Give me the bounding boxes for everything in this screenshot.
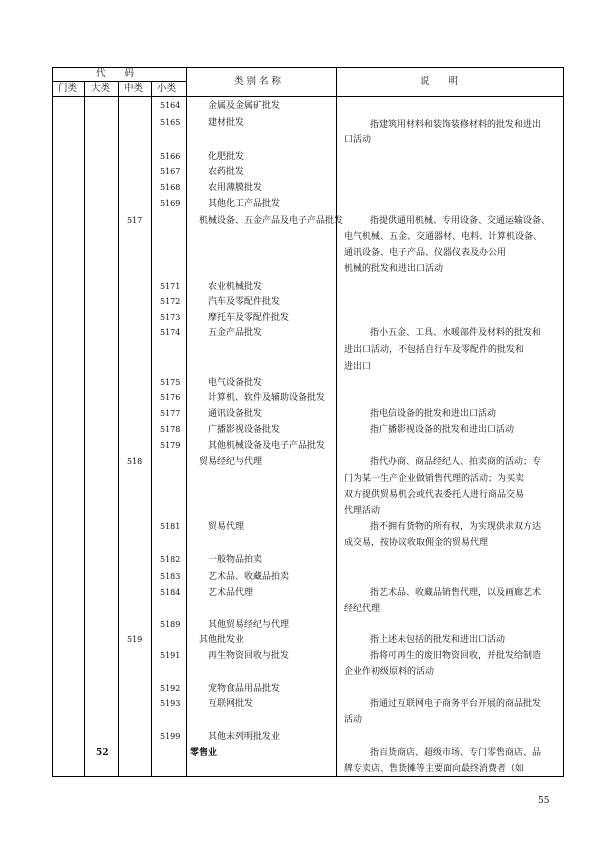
zhonglei-code: 517 — [127, 216, 143, 225]
category-name: 宠物食品用品批发 — [208, 684, 281, 694]
category-name: 其他未列明批发业 — [208, 732, 281, 742]
explanation-line: 指百货商店、超级市场、专门零售商店、品 — [370, 748, 542, 758]
category-name: 互联网批发 — [208, 699, 254, 709]
xiaolei-code: 5166 — [160, 152, 181, 161]
explanation-line: 指不拥有货物的所有权，为实现供求双方达 — [370, 522, 542, 532]
explanation-line: 指小五金、工具、水暖部件及材料的批发和 — [370, 328, 542, 338]
zhonglei-code: 519 — [127, 635, 143, 644]
xiaolei-code: 5191 — [160, 651, 181, 660]
category-name: 贸易经纪与代理 — [199, 457, 263, 467]
explanation-line: 机械的批发和进出口活动 — [344, 264, 444, 274]
col-border-right — [563, 67, 564, 777]
xiaolei-code: 5167 — [160, 167, 181, 176]
xiaolei-code: 5172 — [160, 297, 181, 306]
dalei-code: 52 — [96, 748, 109, 758]
category-name: 通讯设备批发 — [208, 409, 263, 419]
xiaolei-code: 5177 — [160, 409, 181, 418]
explanation-line: 口活动 — [344, 135, 372, 145]
xiaolei-code: 5169 — [160, 199, 181, 208]
category-name: 其他贸易经纪与代理 — [208, 620, 290, 630]
xiaolei-code: 5168 — [160, 183, 181, 192]
explanation-line: 代理活动 — [344, 506, 381, 516]
xiaolei-code: 5173 — [160, 313, 181, 322]
xiaolei-code: 5183 — [160, 572, 181, 581]
explanation-line: 指提供通用机械、专用设备、交通运输设备、 — [370, 216, 551, 226]
explanation-line: 成交易，按协议收取佣金的贸易代理 — [344, 538, 489, 548]
category-name: 农药批发 — [208, 167, 245, 177]
explanation-line: 进出口活动，不包括自行车及零配件的批发和 — [344, 345, 525, 355]
explanation-line: 指艺术品、收藏品销售代理，以及画廊艺术 — [370, 588, 542, 598]
explanation-line: 企业作初级原料的活动 — [344, 667, 435, 677]
explanation-line: 指通过互联网电子商务平台开展的商品批发 — [370, 699, 542, 709]
xiaolei-code: 5178 — [160, 425, 181, 434]
header-bottom-border — [52, 96, 563, 97]
category-name: 贸易代理 — [208, 522, 245, 532]
col-border-code-name — [186, 67, 187, 777]
explanation-line: 双方提供贸易机会或代表委托人进行商品交易 — [344, 490, 525, 500]
category-name: 其他批发业 — [199, 635, 245, 645]
explanation-line: 电气机械、五金、交通器材、电料、计算机设备、 — [344, 232, 543, 242]
category-name: 艺术品、收藏品拍卖 — [208, 572, 290, 582]
explanation-line: 指将可再生的废旧物资回收，并批发给制造 — [370, 651, 542, 661]
explanation-line: 指上述未包括的批发和进出口活动 — [370, 635, 506, 645]
xiaolei-code: 5182 — [160, 555, 181, 564]
header-category-name-label: 类 别 名 称 — [234, 76, 282, 87]
explanation-line: 指代办商、商品经纪人、拍卖商的活动；专 — [370, 457, 542, 467]
category-name: 艺术品代理 — [208, 588, 254, 598]
table-bottom-border — [52, 776, 563, 777]
xiaolei-code: 5175 — [160, 378, 181, 387]
explanation-line: 指广播影视设备的批发和进出口活动 — [370, 425, 515, 435]
col-border-left — [52, 67, 53, 777]
category-name: 一般物品拍卖 — [208, 555, 263, 565]
header-code-label: 代 码 — [96, 68, 135, 79]
col-border-menlei-dalei — [84, 81, 85, 777]
col-border-zhonglei-xiaolei — [151, 81, 152, 777]
category-name: 机械设备、五金产品及电子产品批发 — [199, 216, 344, 226]
xiaolei-code: 5193 — [160, 699, 181, 708]
explanation-line: 指建筑用材料和装饰装修材料的批发和进出 — [370, 120, 542, 130]
xiaolei-code: 5181 — [160, 522, 181, 531]
header-dalei-label: 大类 — [91, 83, 111, 94]
category-name: 摩托车及零配件批发 — [208, 313, 290, 323]
category-name: 计算机、软件及辅助设备批发 — [208, 393, 326, 403]
category-name: 化肥批发 — [208, 152, 245, 162]
xiaolei-code: 5192 — [160, 684, 181, 693]
header-menlei-label: 门类 — [58, 83, 78, 94]
category-name: 农业机械批发 — [208, 282, 263, 292]
col-border-dalei-zhonglei — [118, 81, 119, 777]
xiaolei-code: 5179 — [160, 441, 181, 450]
explanation-line: 活动 — [344, 715, 363, 725]
header-code-divider — [52, 81, 186, 82]
category-name: 电气设备批发 — [208, 378, 263, 388]
explanation-line: 指电信设备的批发和进出口活动 — [370, 409, 497, 419]
xiaolei-code: 5176 — [160, 393, 181, 402]
explanation-line: 牌专卖店、售货摊等主要面向最终消费者（如 — [344, 764, 525, 774]
header-xiaolei-label: 小类 — [157, 83, 177, 94]
explanation-line: 经纪代理 — [344, 604, 381, 614]
xiaolei-code: 5199 — [160, 732, 181, 741]
zhonglei-code: 518 — [127, 457, 143, 466]
category-name: 汽车及零配件批发 — [208, 297, 281, 307]
category-name: 农用薄膜批发 — [208, 183, 263, 193]
header-explanation-label: 说 明 — [420, 76, 459, 87]
category-name: 五金产品批发 — [208, 328, 263, 338]
category-name: 其他机械设备及电子产品批发 — [208, 441, 326, 451]
xiaolei-code: 5171 — [160, 282, 181, 291]
header-zhonglei-label: 中类 — [124, 83, 144, 94]
explanation-line: 进出口 — [344, 362, 372, 372]
xiaolei-code: 5164 — [160, 101, 181, 110]
category-name: 金属及金属矿批发 — [208, 101, 281, 111]
xiaolei-code: 5165 — [160, 118, 181, 127]
xiaolei-code: 5174 — [160, 328, 181, 337]
category-name: 零售业 — [190, 748, 218, 758]
category-name: 再生物资回收与批发 — [208, 651, 290, 661]
category-name: 其他化工产品批发 — [208, 199, 281, 209]
explanation-line: 门为某一生产企业做销售代理的活动；为买卖 — [344, 474, 525, 484]
xiaolei-code: 5184 — [160, 588, 181, 597]
col-border-name-desc — [336, 67, 337, 777]
explanation-line: 通讯设备、电子产品、仪器仪表及办公用 — [344, 248, 507, 258]
category-name: 广播影视设备批发 — [208, 425, 281, 435]
xiaolei-code: 5189 — [160, 620, 181, 629]
category-name: 建材批发 — [208, 118, 245, 128]
page-number: 55 — [538, 796, 550, 806]
